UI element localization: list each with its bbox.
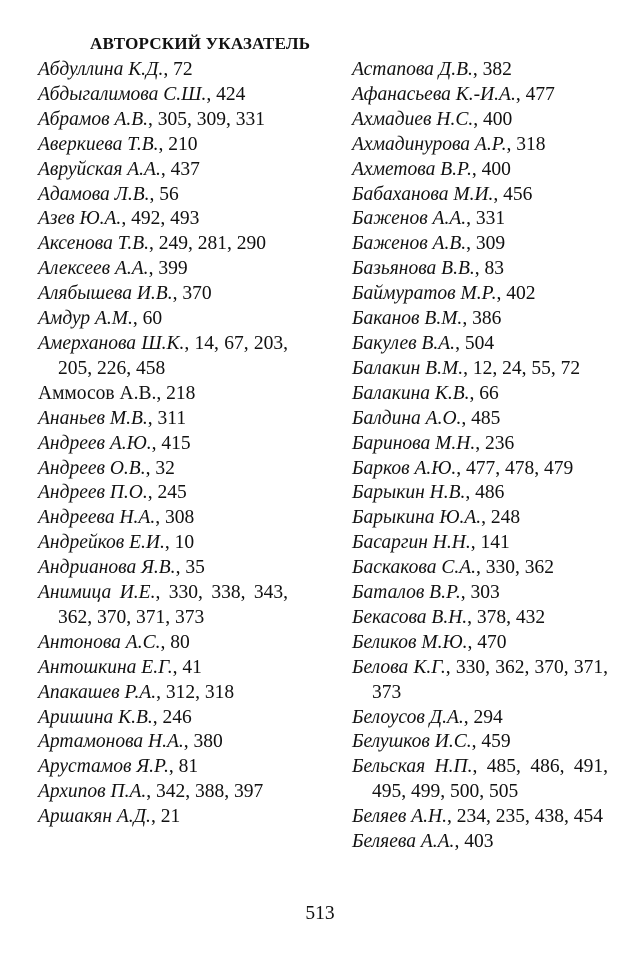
author-name: Арустамов Я.Р. bbox=[38, 756, 169, 778]
index-entry: Бабаханова М.И., 456 bbox=[352, 183, 533, 205]
page-references: 60 bbox=[142, 308, 163, 330]
author-name: Баженов А.А. bbox=[352, 208, 467, 230]
left-column bbox=[38, 58, 288, 830]
index-entry: Ананьев М.В., 311 bbox=[38, 407, 187, 429]
index-entry: Авруйская А.А., 437 bbox=[38, 158, 200, 180]
index-entry: Азев Ю.А., 492, 493 bbox=[38, 208, 200, 230]
author-name: Балакина К.В. bbox=[352, 382, 470, 404]
index-entry: Баринова М.Н., 236 bbox=[352, 432, 515, 454]
index-entry: Беликов М.Ю., 470 bbox=[352, 631, 507, 653]
author-name: Бекасова В.Н. bbox=[352, 606, 468, 628]
page-references: 399 bbox=[158, 258, 188, 280]
page-references: 330, 362, 370, 371, 373 bbox=[372, 656, 609, 703]
author-name: Авруйская А.А. bbox=[38, 158, 161, 180]
author-name: Ахмадиев Н.С. bbox=[352, 108, 474, 130]
page-references: 14, 67, 203, 205, 226, 458 bbox=[58, 332, 288, 379]
index-entry: Баженов А.В., 309 bbox=[352, 233, 506, 255]
index-entry: Бельская Н.П., 485, 486, 491, 495, 499, 500, 505 bbox=[352, 756, 609, 803]
index-entry: Алябышева И.В., 370 bbox=[38, 283, 212, 305]
index-entry: Беляев А.Н., 234, 235, 438, 454 bbox=[352, 806, 603, 828]
page-references: 485, 486, 491, 495, 499, 500, 505 bbox=[372, 756, 609, 803]
index-entry: Белушков И.С., 459 bbox=[352, 731, 511, 753]
author-name: Аксенова Т.В. bbox=[38, 233, 150, 255]
page-references: 424 bbox=[216, 83, 246, 105]
index-entry: Аришина К.В., 246 bbox=[38, 706, 192, 728]
author-name: Базьянова В.В. bbox=[352, 258, 475, 280]
author-name: Андрианова Я.В. bbox=[38, 557, 176, 579]
author-name: Афанасьева К.-И.А. bbox=[352, 83, 516, 105]
page-references: 32 bbox=[155, 457, 175, 479]
page-references: 303 bbox=[470, 582, 500, 604]
author-name: Азев Ю.А. bbox=[38, 208, 122, 230]
author-name: Аршакян А.Д. bbox=[38, 806, 151, 828]
author-name: Ахметова В.Р. bbox=[352, 158, 472, 180]
author-name: Абдуллина К.Д. bbox=[38, 59, 164, 80]
page-references: 246 bbox=[162, 706, 192, 728]
author-name: Анимица И.Е. bbox=[38, 582, 156, 604]
page-references: 342, 388, 397 bbox=[156, 781, 264, 803]
page-references: 10 bbox=[174, 532, 195, 554]
index-entry: Аммосов А.В., 218 bbox=[38, 382, 196, 404]
author-name: Баринова М.Н. bbox=[352, 432, 476, 454]
author-name: Адамова Л.В. bbox=[38, 183, 150, 205]
index-entry: Абдыгалимова С.Ш., 424 bbox=[38, 83, 246, 105]
author-name: Беляева А.А. bbox=[352, 831, 455, 853]
index-entry: Баканов В.М., 386 bbox=[352, 308, 502, 330]
index-entry: Артамонова Н.А., 380 bbox=[38, 731, 223, 753]
index-entry: Белоусов Д.А., 294 bbox=[352, 706, 503, 728]
index-entry: Барыкина Ю.А., 248 bbox=[352, 507, 521, 529]
index-entry: Амерханова Ш.К., 14, 67, 203, 205, 226, 458 bbox=[38, 332, 288, 379]
page-references: 21 bbox=[160, 806, 181, 828]
author-name: Беляев А.Н. bbox=[352, 806, 447, 828]
page-references: 382 bbox=[482, 59, 512, 80]
page-references: 308 bbox=[164, 507, 195, 529]
index-entry: Беляева А.А., 403 bbox=[352, 831, 494, 853]
author-name: Балдина А.О. bbox=[352, 407, 462, 429]
page-references: 56 bbox=[159, 183, 179, 205]
page-references: 400 bbox=[481, 158, 511, 180]
index-entry: Астапова Д.В., 382 bbox=[352, 59, 512, 80]
page-references: 81 bbox=[178, 756, 199, 778]
index-entry: Архипов П.А., 342, 388, 397 bbox=[38, 781, 264, 803]
page-references: 248 bbox=[490, 507, 521, 529]
author-name: Беликов М.Ю. bbox=[352, 631, 468, 653]
author-name: Артамонова Н.А. bbox=[38, 731, 184, 753]
page-references: 486 bbox=[475, 482, 505, 504]
page-references: 210 bbox=[168, 133, 198, 155]
index-entry: Андреев О.В., 32 bbox=[38, 457, 175, 479]
page-references: 318 bbox=[516, 133, 546, 155]
author-name: Баженов А.В. bbox=[352, 233, 467, 255]
author-name: Белоусов Д.А. bbox=[352, 706, 464, 728]
author-name: Андреев О.В. bbox=[38, 457, 146, 479]
index-entry: Андреев А.Ю., 415 bbox=[38, 432, 191, 454]
index-entry: Абдуллина К.Д., 72 bbox=[38, 59, 193, 80]
page-references: 309 bbox=[475, 233, 506, 255]
index-entry: Аршакян А.Д., 21 bbox=[38, 806, 181, 828]
author-name: Барков А.Ю. bbox=[352, 457, 457, 479]
page-references: 477, 478, 479 bbox=[466, 457, 574, 479]
author-name: Барыкина Ю.А. bbox=[352, 507, 482, 529]
index-entry: Басаргин Н.Н., 141 bbox=[352, 532, 510, 554]
author-name: Архипов П.А. bbox=[38, 781, 147, 803]
page-references: 456 bbox=[503, 183, 533, 205]
index-entry: Бакулев В.А., 504 bbox=[352, 332, 495, 354]
author-name: Антонова А.С. bbox=[38, 631, 161, 653]
page-references: 249, 281, 290 bbox=[158, 233, 267, 255]
index-entry: Ахмадиев Н.С., 400 bbox=[352, 108, 513, 130]
index-entry: Адамова Л.В., 56 bbox=[38, 183, 179, 205]
page-references: 234, 235, 438, 454 bbox=[456, 806, 603, 828]
page-references: 330, 338, 343, 362, 370, 371, 373 bbox=[58, 582, 289, 628]
author-name: Балакин В.М. bbox=[352, 357, 464, 379]
index-entry: Алексеев А.А., 399 bbox=[38, 258, 188, 280]
page-references: 245 bbox=[157, 482, 187, 504]
index-entry: Баскакова С.А., 330, 362 bbox=[352, 557, 555, 579]
index-entry: Апакашев Р.А., 312, 318 bbox=[38, 681, 235, 703]
page-references: 380 bbox=[193, 731, 223, 753]
page-references: 485 bbox=[471, 407, 501, 429]
author-name: Амерханова Ш.К. bbox=[38, 332, 185, 354]
index-entry: Белова К.Г., 330, 362, 370, 371, 373 bbox=[352, 656, 609, 703]
author-name: Антошкина Е.Г. bbox=[38, 656, 173, 678]
author-name: Андреев П.О. bbox=[38, 482, 148, 504]
index-entry: Андрейков Е.И., 10 bbox=[38, 532, 195, 554]
index-entry: Анимица И.Е., 330, 338, 343, 362, 370, 371, 373 bbox=[38, 582, 289, 628]
author-name: Баскакова С.А. bbox=[352, 557, 477, 579]
index-entry: Бекасова В.Н., 378, 432 bbox=[352, 606, 546, 628]
index-entry: Абрамов А.В., 305, 309, 331 bbox=[38, 108, 266, 130]
author-name: Аммосов А.В. bbox=[38, 382, 157, 404]
index-entry: Андреев П.О., 245 bbox=[38, 482, 187, 504]
index-entry: Ахмадинурова А.Р., 318 bbox=[352, 133, 546, 155]
page-references: 72 bbox=[173, 59, 193, 80]
index-entry: Балакина К.В., 66 bbox=[352, 382, 499, 404]
author-name: Астапова Д.В. bbox=[352, 59, 473, 80]
index-entry: Арустамов Я.Р., 81 bbox=[38, 756, 199, 778]
page-references: 370 bbox=[182, 283, 212, 305]
page-title: АВТОРСКИЙ УКАЗАТЕЛЬ bbox=[90, 34, 311, 53]
author-name: Белова К.Г. bbox=[352, 656, 446, 678]
page-references: 331 bbox=[475, 208, 506, 230]
index-entry: Амдур А.М., 60 bbox=[38, 308, 163, 330]
author-name: Андреева Н.А. bbox=[38, 507, 156, 529]
author-name: Бакулев В.А. bbox=[352, 332, 456, 354]
page-references: 403 bbox=[464, 831, 494, 853]
page-references: 402 bbox=[506, 283, 536, 305]
index-entry: Баженов А.А., 331 bbox=[352, 208, 506, 230]
index-entry: Ахметова В.Р., 400 bbox=[352, 158, 511, 180]
index-entry: Баталов В.Р., 303 bbox=[352, 582, 500, 604]
author-name: Апакашев Р.А. bbox=[38, 681, 157, 703]
index-entry: Афанасьева К.-И.А., 477 bbox=[352, 83, 555, 105]
page-references: 386 bbox=[472, 308, 502, 330]
page-references: 311 bbox=[157, 407, 187, 429]
index-entry: Андрианова Я.В., 35 bbox=[38, 557, 205, 579]
index-entry: Барков А.Ю., 477, 478, 479 bbox=[352, 457, 574, 479]
author-name: Ананьев М.В. bbox=[38, 407, 148, 429]
index-entry: Барыкин Н.В., 486 bbox=[352, 482, 505, 504]
page-references: 83 bbox=[484, 258, 505, 280]
page-references: 35 bbox=[185, 557, 205, 579]
author-name: Ахмадинурова А.Р. bbox=[352, 133, 507, 155]
page-references: 504 bbox=[464, 332, 495, 354]
author-name: Амдур А.М. bbox=[38, 308, 133, 330]
author-name: Абрамов А.В. bbox=[38, 108, 149, 130]
index-entry: Антонова А.С., 80 bbox=[38, 631, 190, 653]
author-name: Барыкин Н.В. bbox=[352, 482, 466, 504]
page-references: 330, 362 bbox=[485, 557, 555, 579]
author-name: Баталов В.Р. bbox=[352, 582, 461, 604]
author-name: Аверкиева Т.В. bbox=[38, 133, 159, 155]
index-entry: Аксенова Т.В., 249, 281, 290 bbox=[38, 233, 267, 255]
page-references: 80 bbox=[170, 631, 190, 653]
author-name: Аришина К.В. bbox=[38, 706, 153, 728]
page-references: 236 bbox=[484, 432, 515, 454]
author-name: Белушков И.С. bbox=[352, 731, 472, 753]
page-references: 66 bbox=[479, 382, 499, 404]
author-name: Баканов В.М. bbox=[352, 308, 463, 330]
page-references: 400 bbox=[482, 108, 513, 130]
author-name: Андреев А.Ю. bbox=[38, 432, 152, 454]
page-number: 513 bbox=[305, 903, 335, 924]
index-entry: Антошкина Е.Г., 41 bbox=[38, 656, 202, 678]
page-references: 459 bbox=[481, 731, 511, 753]
author-name: Бабаханова М.И. bbox=[352, 183, 494, 205]
page-references: 378, 432 bbox=[476, 606, 546, 628]
page-references: 312, 318 bbox=[165, 681, 235, 703]
page-references: 41 bbox=[182, 656, 202, 678]
index-entry: Балдина А.О., 485 bbox=[352, 407, 501, 429]
page-references: 470 bbox=[477, 631, 507, 653]
page-references: 305, 309, 331 bbox=[157, 108, 266, 130]
author-name: Басаргин Н.Н. bbox=[352, 532, 471, 554]
page-references: 415 bbox=[161, 432, 191, 454]
page-references: 477 bbox=[525, 83, 555, 105]
author-name: Баймуратов М.Р. bbox=[352, 283, 497, 305]
author-name: Алябышева И.В. bbox=[38, 283, 173, 305]
right-column bbox=[352, 58, 608, 855]
author-name: Абдыгалимова С.Ш. bbox=[38, 83, 207, 105]
index-entry: Аверкиева Т.В., 210 bbox=[38, 133, 198, 155]
page-references: 294 bbox=[473, 706, 503, 728]
author-name: Бельская Н.П. bbox=[352, 756, 473, 778]
page-references: 141 bbox=[480, 532, 510, 554]
page-references: 492, 493 bbox=[131, 208, 200, 230]
index-entry: Андреева Н.А., 308 bbox=[38, 507, 195, 529]
author-name: Алексеев А.А. bbox=[38, 258, 149, 280]
page-references: 12, 24, 55, 72 bbox=[472, 357, 581, 379]
author-name: Андрейков Е.И. bbox=[38, 532, 165, 554]
index-entry: Базьянова В.В., 83 bbox=[352, 258, 505, 280]
page-references: 437 bbox=[170, 158, 200, 180]
page-references: 218 bbox=[166, 382, 196, 404]
index-entry: Балакин В.М., 12, 24, 55, 72 bbox=[352, 357, 581, 379]
index-entry: Баймуратов М.Р., 402 bbox=[352, 283, 536, 305]
